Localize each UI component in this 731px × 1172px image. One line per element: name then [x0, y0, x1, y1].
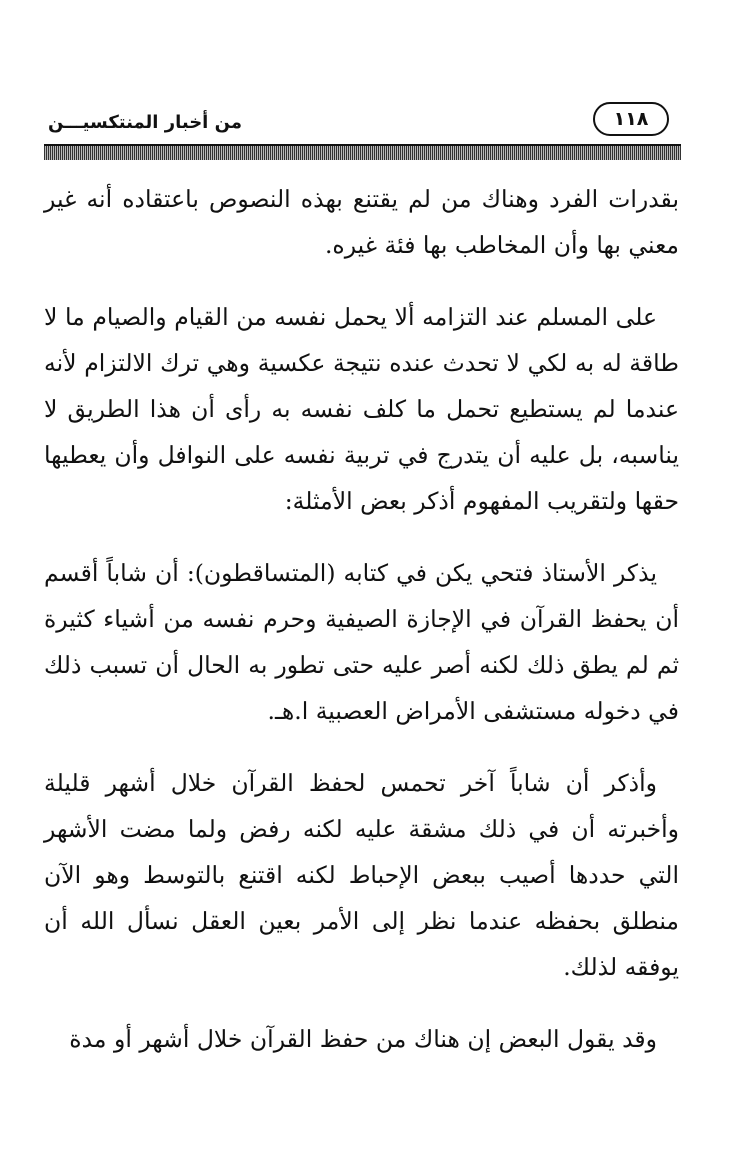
paragraph: يذكر الأستاذ فتحي يكن في كتابه (المتساقطون): أن شاباً أقسم أن يحفظ القرآن في الإجازة الصيفية وحرم نفسه من أشياء كثيرة ثم لم يطق ذلك لكنه أصر عليه حتى تطور به الحال أن تسبب ذلك في دخوله مستشفى الأمراض العصبية ا.هـ. — [44, 559, 679, 725]
header-divider — [44, 144, 681, 160]
paragraph: وأذكر أن شاباً آخر تحمس لحفظ القرآن خلال أشهر قليلة وأخبرته أن في ذلك مشقة عليه لكنه رفض ولما مضت الأشهر التي حددها أصيب ببعض الإحباط لكنه اقتنع بالتوسط وهو الآن منطلق بحفظه عندما نظر إلى الأمر بعين العقل نسأل الله أن يوفقه لذلك. — [44, 769, 679, 981]
paragraph: بقدرات الفرد وهناك من لم يقتنع بهذه النصوص باعتقاده أنه غير معني بها وأن المخاطب بها فئة غيره. — [44, 185, 679, 259]
paragraph: وقد يقول البعض إن هناك من حفظ القرآن خلال أشهر أو مدة — [69, 1025, 657, 1053]
paragraph: على المسلم عند التزامه ألا يحمل نفسه من القيام والصيام ما لا طاقة له به لكي لا تحدث عنده نتيجة عكسية وهي ترك الالتزام لأنه عندما لم يستطيع تحمل ما كلف نفسه به رأى أن هذا الطريق لا يناسبه، بل عليه أن يتدرج في تربية نفسه على النوافل وأن يعطيها حقها ولتقريب المفهوم أذكر بعض الأمثلة: — [44, 303, 679, 515]
page-number-badge: ١١٨ — [593, 102, 669, 136]
page-body — [44, 176, 679, 1088]
running-title: من أخبار المنتكسيـــن — [48, 112, 242, 133]
page-header — [40, 98, 691, 142]
